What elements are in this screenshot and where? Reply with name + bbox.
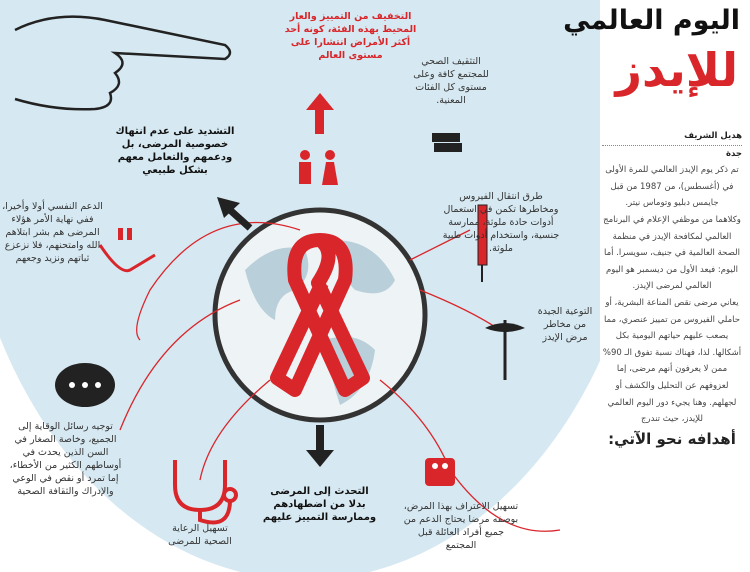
- goal-awareness: التوعية الجيدة من مخاطر مرض الإيدز: [537, 306, 593, 343]
- goal-prevention: توجيه رسائل الوقاية إلى الجميع، وخاصة الصغار في السن الذين يحدث في أوساطهم الكثير من الأخطاء، إما تمرد أو نقص في الوعي والإدراك والثقافة الصحية: [9, 421, 122, 497]
- goal-privacy: التشديد على عدم انتهاك خصوصية المرضى، بل ودعمهم والتعامل معهم بشكل طبيعي: [115, 126, 235, 176]
- family-sign-icon: [425, 458, 455, 486]
- caduceus-icon: [485, 320, 525, 380]
- goals-heading: أهدافه نحو الآتي:: [608, 429, 736, 448]
- arrow-diagonal-icon: [217, 197, 250, 228]
- goal-recognition: تسهيل الاعتراف بهذا المرض، بوصفه مرضا يحتاج الدعم من جميع أفراد العائلة قبل المجتمع: [403, 501, 519, 551]
- arrow-down-icon: [306, 425, 334, 467]
- city: جدة: [725, 148, 742, 159]
- author: هديل الشريف: [602, 128, 742, 146]
- people-icon: [299, 150, 338, 185]
- title-line-1: اليوم العالمي: [563, 5, 740, 36]
- stethoscope-icon: [175, 460, 236, 523]
- goal-transmission: طرق انتقال الفيروس ومخاطرها تكمن في استعمال أدوات حادة ملوثة، ممارسة جنسية، واستخدام أدوات طبية ملوثة.: [442, 191, 560, 254]
- goal-care: تسهيل الرعاية الصحية للمرضى: [168, 523, 232, 547]
- sidebar-article: [602, 128, 742, 450]
- title-line-2: للإيدز: [615, 43, 738, 97]
- goal-psych: الدعم النفسي أولا وأخيرا، ففي نهاية الأمر هؤلاء المرضى هم بشر ابتلاهم الله وامتحنهم، فلا نزعزع ثباتهم ونزيد وجعهم: [2, 201, 103, 264]
- arrow-up-icon: [306, 93, 334, 134]
- chat-bubble-icon: [55, 363, 115, 407]
- goal-stigma: التخفيف من التمييز والعار المحيط بهذه الفئة، كونه أحد أكثر الأمراض انتشارا على مستوى العالم: [284, 11, 417, 61]
- paragraph: يعاني مرضى نقص المناعة البشرية، أو حاملي الفيروس من تمييز عنصري، مما يصعب عليهم حياتهم اليومية بكل أشكالها. لذا، فهناك نسبة تفوق الـ 90% ممن لا يعرفون أنهم مرضى، إما لعزوفهم عن التحليل والكشف أو لجهلهم. وهنا يجيء دور اليوم العالمي للإيدز، حيث تندرج: [602, 297, 742, 425]
- paragraph: تم ذكر يوم الإيدز العالمي للمرة الأولى في (أغسطس)، من 1987 من قبل جايمس دبليو وتوماس نيتر.: [605, 165, 739, 209]
- goal-talk: التحدث إلى المرضى بدلا من اضطهادهم وممارسة التمييز عليهم: [262, 486, 377, 523]
- helping-hand-icon: [100, 228, 155, 271]
- paragraph: وكلاهما من موظفي الإعلام في البرنامج العالمي لمكافحة الإيدز في منظمة الصحة العالمية في جنيف، سويسرا. أما اليوم: فيعد الأول من ديسمبر هو اليوم العالمي لمرضى الإيدز.: [603, 214, 741, 292]
- goal-education: التثقيف الصحي للمجتمع كافة وعلى مستوى كل الفئات المعنية.: [413, 56, 489, 106]
- books-icon: [432, 133, 462, 152]
